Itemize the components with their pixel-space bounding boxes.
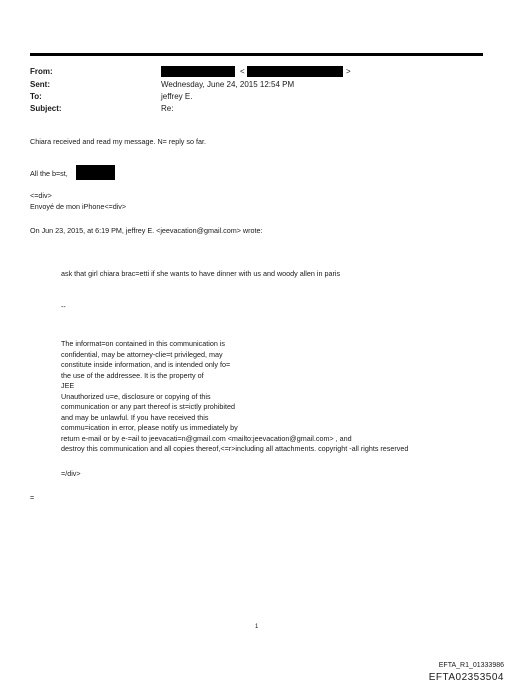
header-rule — [30, 53, 483, 56]
to-value: jeffrey E. — [161, 92, 193, 101]
sent-value: Wednesday, June 24, 2015 12:54 PM — [161, 80, 295, 89]
efta-stamp-1: EFTA_R1_01333986 — [438, 662, 504, 669]
redaction-from-email — [247, 66, 343, 77]
disclaimer-line: the use of the addressee. It is the property of — [61, 370, 204, 380]
redaction-signoff-name — [76, 165, 115, 180]
disclaimer-line: JEE — [61, 381, 75, 390]
sent-label: Sent: — [30, 80, 50, 89]
to-label: To: — [30, 92, 42, 101]
from-lt: < — [240, 67, 245, 76]
disclaimer-line: The informat=on contained in this communication is — [61, 339, 225, 348]
subject-label: Subject: — [30, 104, 62, 113]
div-open: <=div> — [30, 191, 52, 200]
disclaimer-line: return e-mail or by e-=ail to jeevacati=n@gmail.com <mailto:jeevacation@gmail.com> , and — [61, 433, 352, 443]
disclaimer-line: commu=ication in error, please notify us immediately by — [61, 423, 238, 432]
disclaimer-line: and may be unlawful. If you have received this — [61, 412, 209, 422]
disclaimer-line: confidential, may be attorney-clie=t privileged, may — [61, 349, 223, 359]
efta-stamp-2: EFTA02353504 — [428, 672, 504, 683]
redaction-from-name — [161, 66, 235, 77]
subject-value: Re: — [161, 104, 174, 113]
from-gt: > — [346, 67, 351, 76]
quoted-message: ask that girl chiara brac=etti if she wants to have dinner with us and woody allen in paris — [61, 269, 341, 278]
disclaimer-line: communication or any part thereof is st=ictly prohibited — [61, 402, 235, 411]
disclaimer-line: Unauthorized u=e, disclosure or copying of this — [61, 391, 211, 401]
envoye-line: Envoyé de mon iPhone<=div> — [30, 202, 127, 211]
page-number: 1 — [255, 624, 259, 630]
from-label: From: — [30, 67, 53, 76]
signoff: All the b=st, — [30, 169, 68, 178]
trailing-equals: = — [30, 493, 35, 502]
div-close: =/div> — [61, 469, 81, 478]
disclaimer-line: constitute inside information, and is intended only fo= — [61, 360, 231, 369]
body-line-1: Chiara received and read my message. N= reply so far. — [30, 137, 206, 146]
quote-header: On Jun 23, 2015, at 6:19 PM, jeffrey E. <jeevacation@gmail.com> wrote: — [30, 226, 263, 235]
disclaimer-line: destroy this communication and all copies thereof,<=r>including all attachments. copyright -all rights reserved — [61, 444, 409, 453]
dashes: -- — [61, 302, 66, 311]
